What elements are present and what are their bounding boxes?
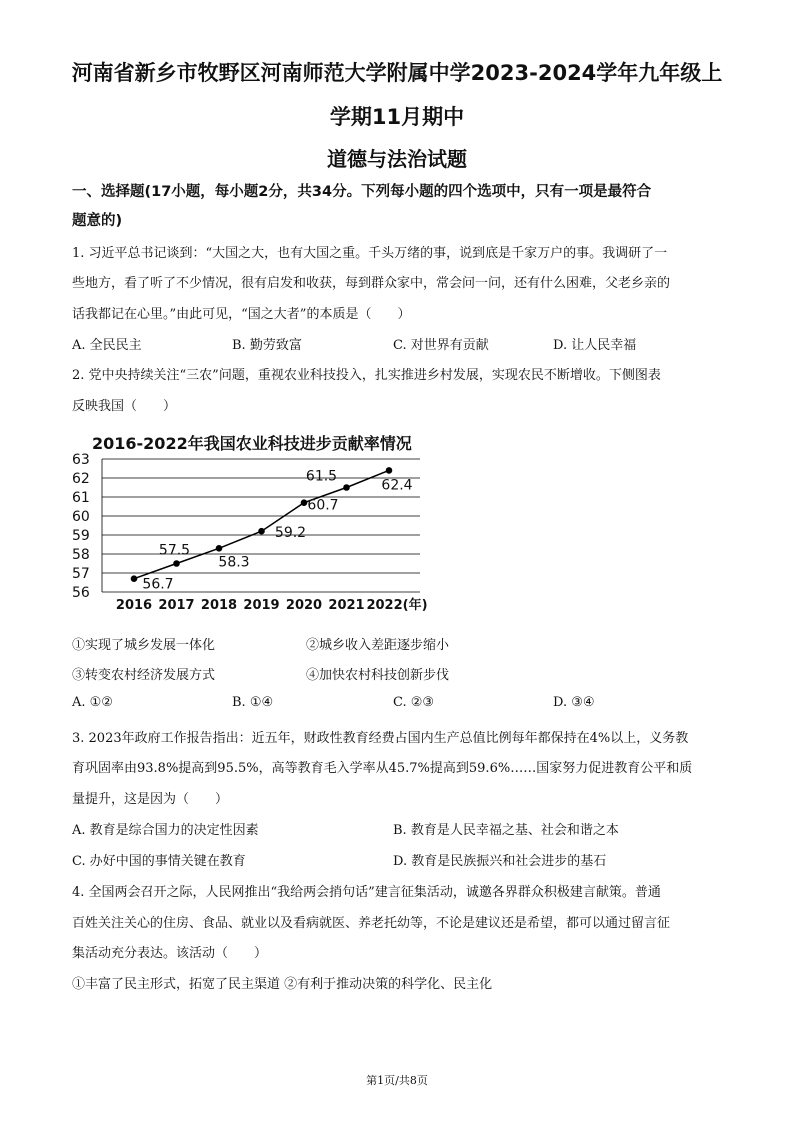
chart-data-label: 60.7 [307,497,339,514]
chart-y-axis [72,452,90,601]
q2-option-d: D. ③④ [553,695,595,710]
chart-x-tick-label: 2022(年) [366,598,428,613]
chart-y-tick-label: 59 [72,528,90,544]
q4-text-line3: 集活动充分表达。该活动（ ） [72,946,268,961]
q2-item-4: ④加快农村科技创新步伐 [306,668,450,683]
chart-data-label: 56.7 [142,576,174,593]
q2-item-2: ②城乡收入差距逐步缩小 [306,638,450,653]
chart-point [173,560,180,567]
chart-x-tick-label: 2016 [115,598,153,613]
q3-text-line1: 3. 2023年政府工作报告指出：近五年，财政性教育经费占国内生产总值比例每年都保持在4%以上，义务教 [72,731,689,746]
chart-y-tick-label: 56 [72,585,90,601]
exam-title-line1: 河南省新乡市牧野区河南师范大学附属中学2023-2024学年九年级上 [71,61,723,85]
chart-point [343,484,350,491]
q1-text-line2: 些地方，看了听了不少情况，很有启发和收获，每到群众家中，常会问一问，还有什么困难，父老乡亲的 [72,276,671,291]
q3-text-line3: 量提升，这是因为（ ） [72,792,229,807]
q2-item-3: ③转变农村经济发展方式 [72,668,216,683]
chart-data-label: 62.4 [381,477,413,494]
q3-option-a: A. 教育是综合国力的决定性因素 [72,823,259,838]
chart-data-label: 58.3 [218,554,250,571]
chart-point [301,499,308,506]
q3-option-d: D. 教育是民族振兴和社会进步的基石 [393,854,607,869]
chart-y-tick-label: 58 [72,547,90,563]
q2-item-1: ①实现了城乡发展一体化 [72,638,216,653]
q3-text-line2: 育巩固率由93.8%提高到95.5%，高等教育毛入学率从45.7%提高到59.6%……国家努力促进教育公平和质 [72,761,693,776]
chart-data-labels [142,469,412,593]
chart-data-label: 57.5 [158,542,191,559]
chart-y-tick-label: 63 [72,452,90,468]
q1-option-c: C. 对世界有贡献 [393,338,489,353]
chart-y-tick-label: 61 [72,490,90,506]
q2-option-b: B. ①④ [232,695,274,710]
q4-text-line1: 4. 全国两会召开之际，人民网推出“我给两会捎句话”建言征集活动，诚邀各界群众积极建言献策。普通 [72,885,661,900]
exam-title-line2: 学期11月期中 [329,105,465,129]
chart-grid [102,459,420,592]
chart-series-line [134,470,389,578]
q1-text-line1: 1. 习近平总书记谈到：“大国之大，也有大国之重。千头万绪的事，说到底是千家万户的事。我调研了一 [72,246,668,261]
chart-x-axis [116,597,428,613]
q4-text-line2: 百姓关注关心的住房、食品、就业以及看病就医、养老托幼等，不论是建议还是希望，都可以通过留言征 [72,916,671,931]
chart-data-label: 61.5 [305,468,338,485]
chart-x-tick-label: 2019 [243,598,280,613]
chart-title: 2016-2022年我国农业科技进步贡献率情况 [92,434,412,453]
q1-option-d: D. 让人民幸福 [553,338,637,353]
chart-point [258,528,265,535]
section-heading-cont: 题意的) [72,213,123,229]
chart-y-tick-label: 57 [72,566,90,582]
exam-subject: 道德与法治试题 [327,147,467,171]
q3-option-c: C. 办好中国的事情关键在教育 [72,854,246,869]
chart-x-tick-label: 2018 [200,598,238,613]
q1-option-a: A. 全民民主 [72,338,142,353]
chart-point [386,467,393,474]
q1-text-line3: 话我都记在心里。”由此可见，“国之大者”的本质是（ ） [72,307,411,322]
q3-option-b: B. 教育是人民幸福之基、社会和谐之本 [393,823,619,838]
q2-option-a: A. ①② [72,695,113,710]
chart-y-tick-label: 62 [72,471,90,487]
q1-option-b: B. 勤劳致富 [232,338,302,353]
chart-x-tick-label: 2017 [158,598,195,613]
q4-text-line4: ①丰富了民主形式，拓宽了民主渠道 ②有利于推动决策的科学化、民主化 [72,977,493,992]
q2-text-line1: 2. 党中央持续关注“三农”问题，重视农业科技投入，扎实推进乡村发展，实现农民不断增收。下侧图表 [72,368,661,383]
q2-text-line2: 反映我国（ ） [72,399,177,414]
chart-x-tick-label: 2020 [285,598,323,613]
chart-data-label: 59.2 [274,525,307,542]
chart-y-tick-label: 60 [72,509,90,525]
section-heading: 一、选择题(17小题，每小题2分，共34分。下列每小题的四个选项中，只有一项是最符合 [72,184,652,200]
chart-point [131,575,138,582]
contribution-rate-line-chart [72,428,444,614]
chart-x-tick-label: 2021 [328,598,365,613]
page-number: 第1页/共8页 [366,1074,428,1087]
q2-option-c: C. ②③ [393,695,435,710]
chart-point [216,545,223,552]
